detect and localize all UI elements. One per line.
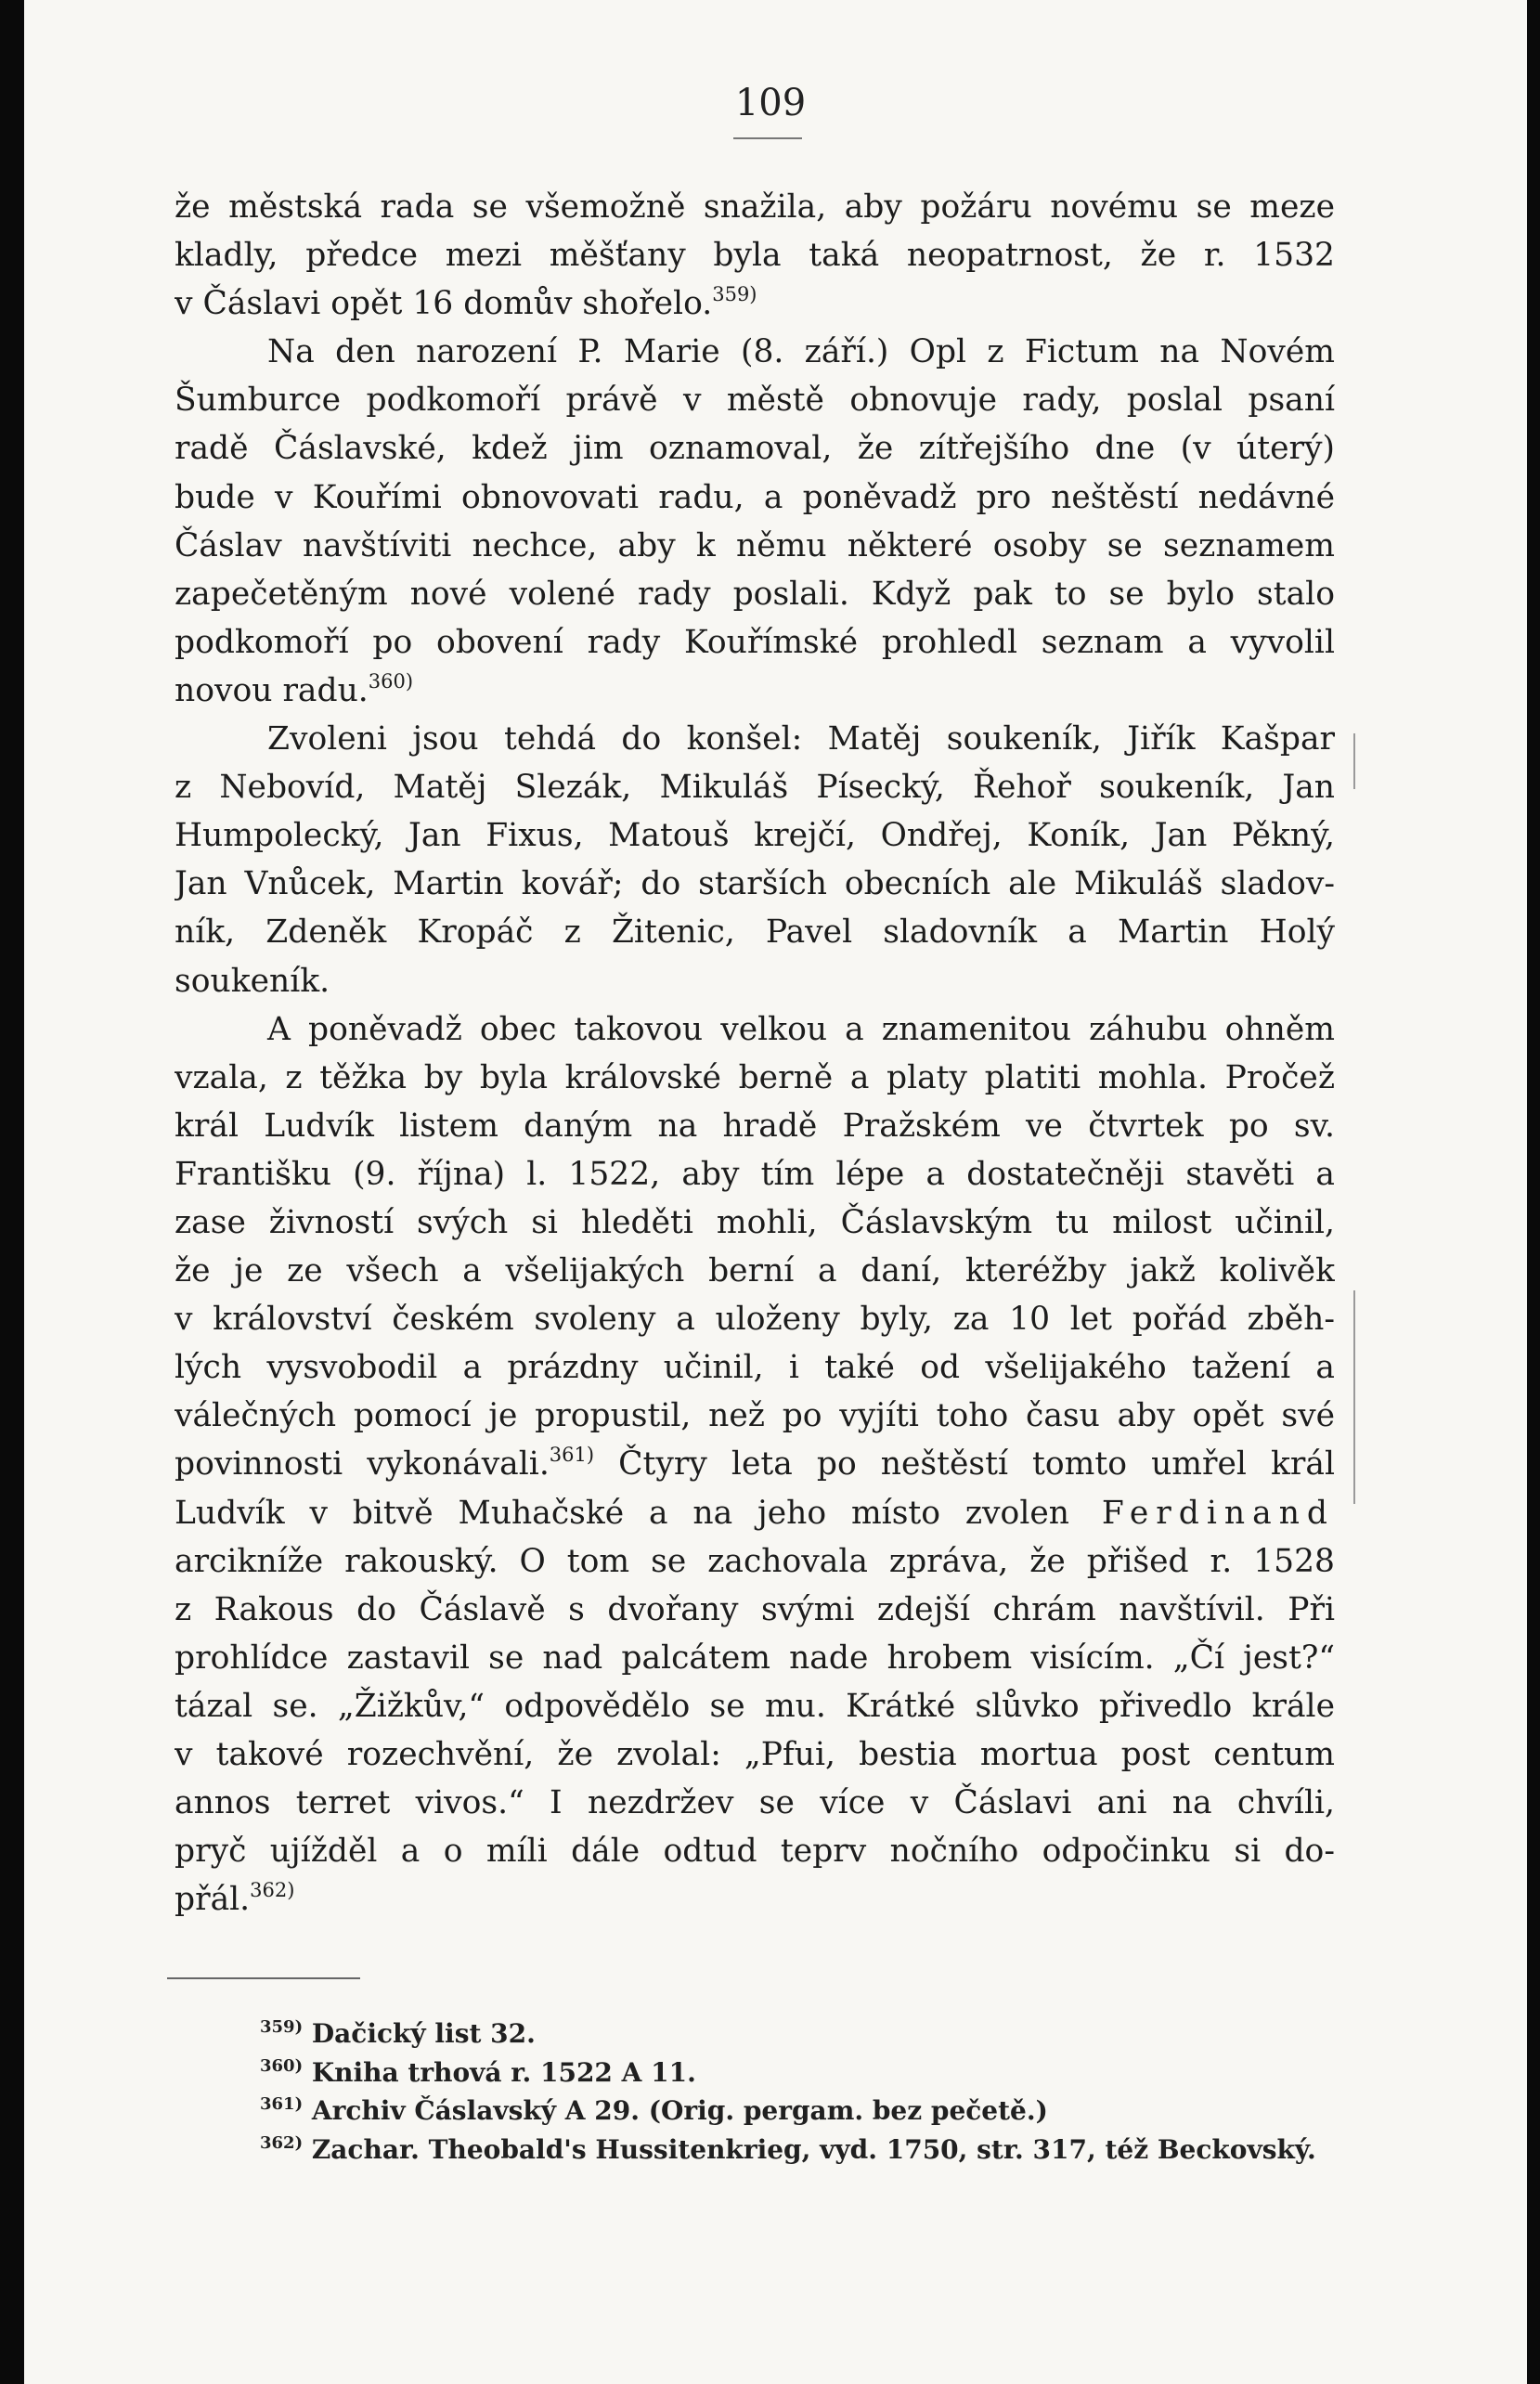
- text-line: [175, 618, 1335, 667]
- line-text: annos terret vivos.“ I nezdržev se více v Čáslavi ani na chvíli,: [175, 1784, 1335, 1822]
- text-line: [175, 1054, 1335, 1102]
- margin-mark: [1353, 733, 1355, 789]
- line-text: ník, Zdeněk Kropáč z Žitenic, Pavel sladovník a Martin Holý: [175, 913, 1335, 952]
- footnote-reference[interactable]: 362): [250, 1879, 295, 1902]
- line-text: Šumburce podkomoří právě v městě obnovuje rady, poslal psaní: [175, 382, 1335, 420]
- line-text: že je ze všech a všelijakých berní a daní, kteréžby jakž kolivěk: [175, 1252, 1335, 1290]
- line-text: Čáslav navštíviti nechce, aby k němu některé osoby se seznamem: [175, 526, 1335, 564]
- text-line: [175, 1634, 1335, 1682]
- footnote-mark: 362): [260, 2132, 304, 2153]
- line-text: prohlídce zastavil se nad palcátem nade hrobem visícím. „Čí jest?“: [175, 1639, 1335, 1677]
- footnote-mark: 359): [260, 2017, 304, 2037]
- body-text: [175, 183, 1335, 1924]
- line-text: povinnosti vykonávali.: [175, 1445, 550, 1484]
- text-line: [175, 1198, 1335, 1247]
- line-text: z Nebovíd, Matěj Slezák, Mikuláš Písecký, Řehoř soukeník, Jan: [175, 769, 1335, 807]
- line-text: Jan Vnůcek, Martin kovář; do starších obecních ale Mikuláš sladov-: [175, 865, 1335, 903]
- scan-border-right: [1527, 0, 1540, 2384]
- text-line: [175, 473, 1335, 522]
- text-line: [175, 811, 1335, 860]
- line-text: soukeník.: [175, 962, 330, 1000]
- footnote-mark: 360): [260, 2055, 304, 2076]
- emphasized-name: Ferdinand: [1069, 1494, 1335, 1532]
- footnotes: [260, 2015, 1346, 2169]
- page-number-underline: [733, 137, 802, 139]
- footnote-text: Archiv Čáslavský A 29. (Orig. pergam. bez pečetě.): [303, 2095, 1048, 2126]
- line-text: v království českém svoleny a uloženy byly, za 10 let pořád zběh-: [175, 1301, 1335, 1339]
- text-line: [175, 1586, 1335, 1634]
- line-text: Humpolecký, Jan Fixus, Matouš krejčí, Ondřej, Koník, Jan Pěkný,: [175, 817, 1335, 855]
- text-line: [175, 231, 1335, 279]
- text-line: [175, 1247, 1335, 1295]
- line-text: kladly, předce mezi měšťany byla taká neopatrnost, že r. 1532: [175, 237, 1335, 275]
- scan-border-left: [0, 0, 24, 2384]
- line-text: přál.: [175, 1881, 251, 1919]
- line-text: Ludvík v bitvě Muhačské a na jeho místo zvolen: [175, 1494, 1069, 1532]
- footnote-separator: [167, 1977, 360, 1979]
- line-text: že městská rada se všemožně snažila, aby požáru novému se meze: [175, 188, 1335, 226]
- text-line: [175, 522, 1335, 570]
- page-number: 109: [734, 82, 807, 124]
- line-text: arcikníže rakouský. O tom se zachovala zpráva, že přišed r. 1528: [175, 1542, 1335, 1580]
- margin-mark: [1353, 1290, 1355, 1504]
- line-text: vzala, z těžka by byla královské berně a platy platiti mohla. Pročež: [175, 1058, 1335, 1096]
- footnote-reference[interactable]: 361): [549, 1444, 595, 1467]
- text-line: [175, 1343, 1335, 1392]
- line-text: lých vysvobodil a prázdny učinil, i také od všelijakého tažení a: [175, 1349, 1335, 1387]
- line-text: král Ludvík listem daným na hradě Pražském ve čtvrtek po sv.: [175, 1107, 1335, 1145]
- line-text: v Čáslavi opět 16 domův shořelo.: [175, 285, 713, 323]
- line-text: Na den narození P. Marie (8. září.) Opl z Fictum na Novém: [267, 333, 1335, 371]
- text-line: [175, 1827, 1335, 1875]
- text-line: [175, 957, 1335, 1005]
- text-line: [175, 328, 1335, 376]
- text-line: [175, 1537, 1335, 1586]
- text-line: [175, 1102, 1335, 1150]
- text-line: [175, 1392, 1335, 1440]
- footnote: [260, 2131, 1346, 2170]
- line-text: podkomoří po obovení rady Kouřímské prohledl seznam a vyvolil: [175, 623, 1335, 661]
- line-text: pryč ujížděl a o míli dále odtud teprv nočního odpočinku si do-: [175, 1833, 1335, 1871]
- text-line: [175, 183, 1335, 231]
- line-text: A poněvadž obec takovou velkou a znamenitou záhubu ohněm: [267, 1010, 1335, 1048]
- footnote: [260, 2015, 1346, 2054]
- line-text: válečných pomocí je propustil, než po vyjíti toho času aby opět své: [175, 1397, 1335, 1435]
- line-text: zapečetěným nové volené rady poslali. Když pak to se bylo stalo: [175, 575, 1335, 613]
- text-line: [175, 1779, 1335, 1827]
- text-line: [175, 570, 1335, 618]
- line-text: v takové rozechvění, že zvolal: „Pfui, bestia mortua post centum: [175, 1736, 1335, 1773]
- line-text: Františku (9. října) l. 1522, aby tím lépe a dostatečněji stavěti a: [175, 1155, 1335, 1193]
- footnote-text: Zachar. Theobald's Hussitenkrieg, vyd. 1750, str. 317, též Beckovský.: [303, 2133, 1316, 2165]
- footnote: [260, 2092, 1346, 2131]
- line-text: radě Čáslavské, kdež jim oznamoval, že zítřejšího dne (v úterý): [175, 430, 1335, 468]
- line-text: zase živností svých si hleděti mohli, Čáslavským tu milost učinil,: [175, 1203, 1335, 1241]
- footnote-text: Kniha trhová r. 1522 A 11.: [303, 2056, 696, 2088]
- line-text: z Rakous do Čáslavě s dvořany svými zdejší chrám navštívil. Při: [175, 1590, 1335, 1628]
- text-line: [175, 667, 1335, 715]
- text-line: [175, 715, 1335, 763]
- line-text: tázal se. „Žižkův,“ odpovědělo se mu. Krátké slůvko přivedlo krále: [175, 1687, 1335, 1725]
- text-line: [175, 1875, 1335, 1924]
- text-line: [175, 1440, 1335, 1488]
- footnote-reference[interactable]: 360): [368, 669, 414, 693]
- text-line: [175, 908, 1335, 956]
- line-text: bude v Kouřími obnovovati radu, a poněvadž pro neštěstí nedávné: [175, 478, 1335, 516]
- text-line: [175, 1005, 1335, 1054]
- text-line: [175, 1150, 1335, 1198]
- text-line: [175, 376, 1335, 424]
- text-line: [175, 1730, 1335, 1779]
- line-text: Zvoleni jsou tehdá do konšel: Matěj soukeník, Jiřík Kašpar: [267, 720, 1335, 758]
- footnote-reference[interactable]: 359): [712, 283, 757, 306]
- footnote-mark: 361): [260, 2094, 304, 2114]
- line-text: novou radu.: [175, 671, 369, 709]
- line-text-continued: Čtyry leta po neštěstí tomto umřel král: [594, 1445, 1335, 1484]
- footnote-text: Dačický list 32.: [303, 2018, 536, 2049]
- text-line: [175, 763, 1335, 811]
- text-line: [175, 1682, 1335, 1730]
- footnote: [260, 2054, 1346, 2092]
- text-line: [175, 1489, 1335, 1537]
- text-line: [175, 424, 1335, 473]
- text-line: [175, 1295, 1335, 1343]
- text-line: [175, 860, 1335, 908]
- text-line: [175, 279, 1335, 328]
